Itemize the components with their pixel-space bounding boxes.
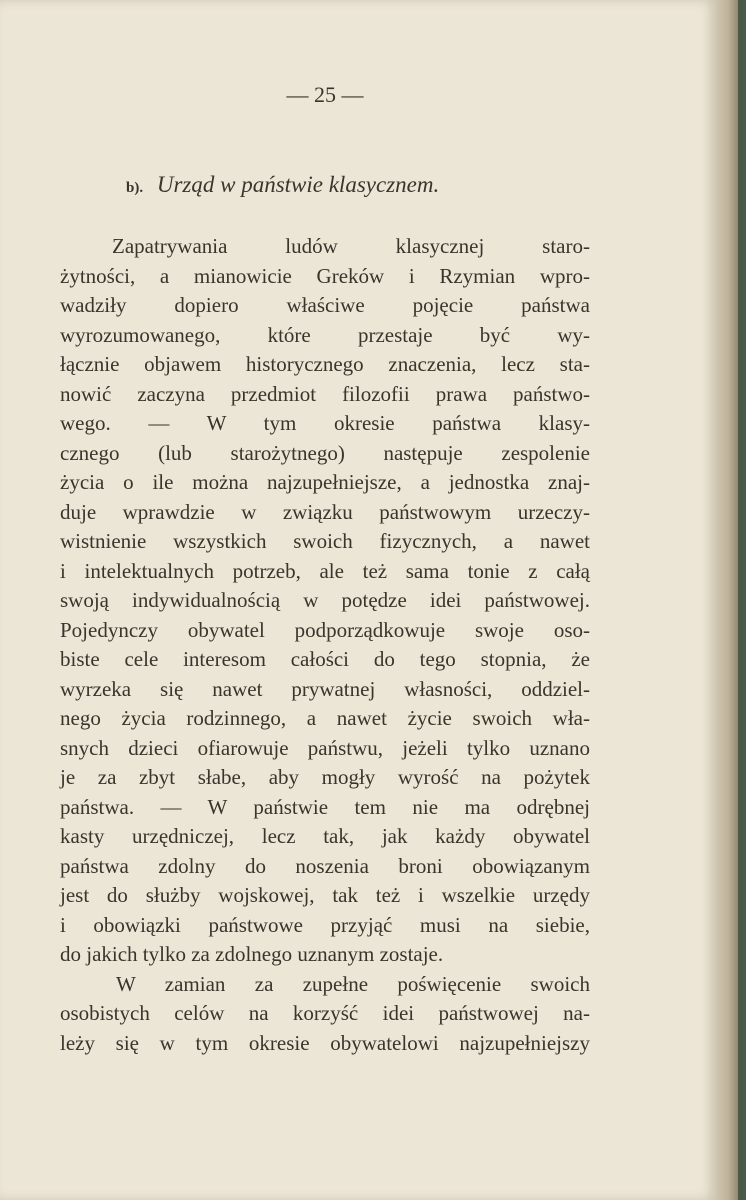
text-line: do jakich tylko za zdolnego uznanym zostaje. xyxy=(60,942,444,966)
text-line: leży się w tym okresie obywatelowi najzupełniejszy xyxy=(60,1030,590,1055)
text-line: państwa zdolny do noszenia broni obowiązanym xyxy=(60,853,590,878)
section-title: Urząd w państwie klasycznem. xyxy=(156,172,440,197)
text-line: łącznie objawem historycznego znaczenia, lecz sta- xyxy=(60,352,590,376)
text-line: nowić zaczyna przedmiot filozofii prawa państwo- xyxy=(60,381,590,406)
section-heading xyxy=(126,172,439,198)
text-line: wyrzeka się nawet prywatnej własności, oddziel- xyxy=(60,676,590,701)
text-line: osobistych celów na korzyść idei państwowej na- xyxy=(60,1001,590,1025)
text-line: Zapatrywania ludów klasycznej staro- xyxy=(112,234,590,258)
text-line: wego. — W tym okresie państwa klasy- xyxy=(60,411,590,435)
section-label: b). xyxy=(126,180,144,196)
text-line: biste cele interesom całości do tego stopnia, że xyxy=(60,647,590,671)
book-cover-edge xyxy=(738,0,746,1200)
text-line: duje wprawdzie w związku państwowym urzeczy- xyxy=(60,499,590,524)
text-line: wadziły dopiero właściwe pojęcie państwa xyxy=(60,293,590,317)
text-line: Pojedynczy obywatel podporządkowuje swoje oso- xyxy=(60,617,590,642)
text-line: żytności, a mianowicie Greków i Rzymian wpro- xyxy=(60,263,590,288)
text-line: wistnienie wszystkich swoich fizycznych, a nawet xyxy=(60,529,590,553)
text-line: życia o ile można najzupełniejsze, a jednostka znaj- xyxy=(60,470,590,494)
text-line: państwa. — W państwie tem nie ma odrębnej xyxy=(60,794,590,819)
text-line: kasty urzędniczej, lecz tak, jak każdy obywatel xyxy=(60,824,590,848)
text-line: jest do służby wojskowej, tak też i wszelkie urzędy xyxy=(60,883,590,907)
body-text xyxy=(60,232,590,1058)
text-line: swoją indywidualnością w potędze idei państwowej. xyxy=(60,588,590,612)
text-line: je za zbyt słabe, aby mogły wyrość na pożytek xyxy=(60,765,590,789)
text-line: snych dzieci ofiarowuje państwu, jeżeli tylko uznano xyxy=(60,735,590,760)
text-line: cznego (lub starożytnego) następuje zespolenie xyxy=(60,440,590,465)
text-line: W zamian za zupełne poświęcenie swoich xyxy=(116,971,590,996)
text-line: nego życia rodzinnego, a nawet życie swoich wła- xyxy=(60,706,590,730)
page-number: — 25 — xyxy=(286,82,364,107)
text-line: i obowiązki państwowe przyjąć musi na siebie, xyxy=(60,912,590,937)
text-line: wyrozumowanego, które przestaje być wy- xyxy=(60,322,590,347)
text-line: i intelektualnych potrzeb, ale też sama tonie z całą xyxy=(60,558,590,583)
